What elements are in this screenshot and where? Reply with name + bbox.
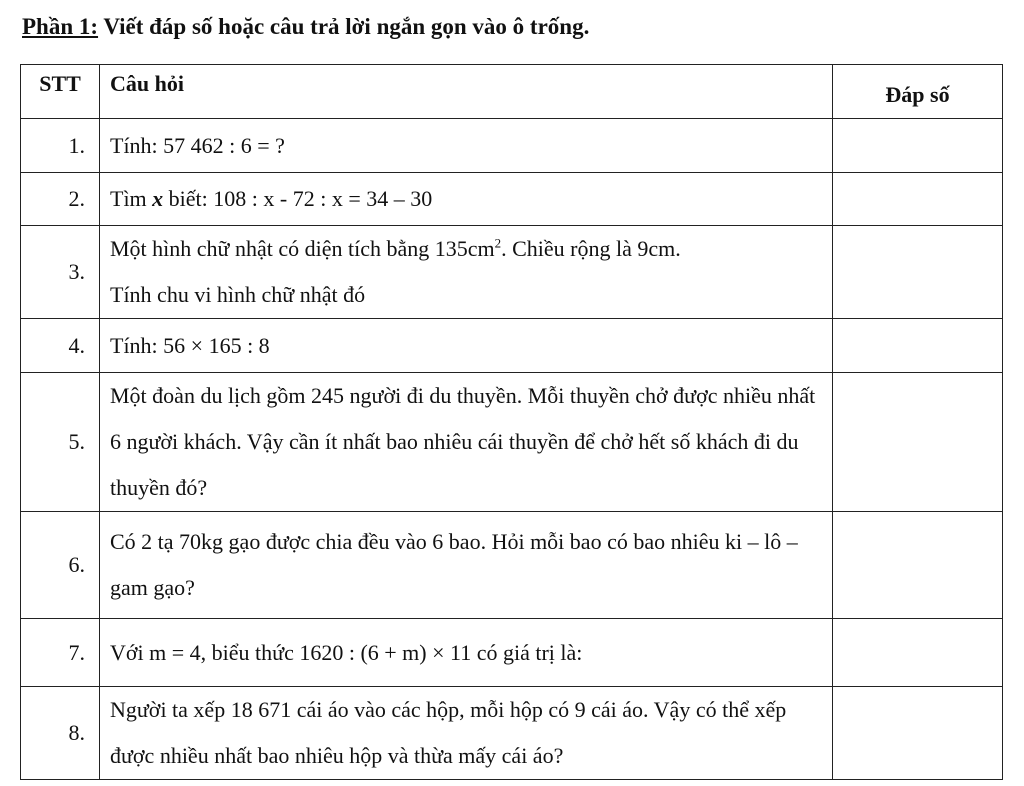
- table-row: [21, 226, 1003, 319]
- answer-cell[interactable]: [833, 373, 1003, 512]
- row-number: 7.: [21, 619, 100, 687]
- question-text: Tính: 56 × 165 : 8: [100, 319, 833, 373]
- section-part-label: Phần 1:: [22, 14, 99, 39]
- section-heading: [22, 14, 589, 40]
- row-number: 4.: [21, 319, 100, 373]
- question-variable: x: [152, 186, 164, 211]
- answer-cell[interactable]: [833, 119, 1003, 173]
- question-rest: biết: 108 : x - 72 : x = 34 – 30: [163, 186, 433, 211]
- header-question: Câu hỏi: [100, 65, 833, 119]
- answer-cell[interactable]: [833, 319, 1003, 373]
- table-header-row: [21, 65, 1003, 119]
- section-instruction: Viết đáp số hoặc câu trả lời ngắn gọn vào ô trống.: [98, 14, 590, 39]
- row-number: 6.: [21, 512, 100, 619]
- question-part-a: Một hình chữ nhật có diện tích bằng 135cm: [110, 236, 495, 261]
- question-line-2: Tính chu vi hình chữ nhật đó: [110, 282, 366, 307]
- answer-cell[interactable]: [833, 619, 1003, 687]
- table-row: [21, 119, 1003, 173]
- question-text: Tính: 57 462 : 6 = ?: [100, 119, 833, 173]
- table-row: [21, 619, 1003, 687]
- question-text: [100, 173, 833, 226]
- table-row: [21, 173, 1003, 226]
- answer-cell[interactable]: [833, 687, 1003, 780]
- question-text: Với m = 4, biểu thức 1620 : (6 + m) × 11 có giá trị là:: [100, 619, 833, 687]
- question-text: Người ta xếp 18 671 cái áo vào các hộp, mỗi hộp có 9 cái áo. Vậy có thể xếp được nhiều nhất bao nhiêu hộp và thừa mấy cái áo?: [100, 687, 833, 780]
- row-number: 3.: [21, 226, 100, 319]
- answer-cell[interactable]: [833, 512, 1003, 619]
- question-table: [20, 64, 1003, 780]
- table-row: [21, 319, 1003, 373]
- question-text: [100, 226, 833, 319]
- question-text: Có 2 tạ 70kg gạo được chia đều vào 6 bao. Hỏi mỗi bao có bao nhiêu ki – lô – gam gạo?: [100, 512, 833, 619]
- header-answer: Đáp số: [833, 65, 1003, 119]
- table-row: [21, 373, 1003, 512]
- row-number: 2.: [21, 173, 100, 226]
- table-row: [21, 687, 1003, 780]
- row-number: 5.: [21, 373, 100, 512]
- row-number: 1.: [21, 119, 100, 173]
- answer-cell[interactable]: [833, 173, 1003, 226]
- question-part-b: . Chiều rộng là 9cm.: [501, 236, 681, 261]
- question-text: Một đoàn du lịch gồm 245 người đi du thuyền. Mỗi thuyền chở được nhiều nhất 6 người khách. Vậy cần ít nhất bao nhiêu cái thuyền để chở hết số khách đi du thuyền đó?: [100, 373, 833, 512]
- question-prefix: Tìm: [110, 186, 153, 211]
- table-row: [21, 512, 1003, 619]
- row-number: 8.: [21, 687, 100, 780]
- question-superscript: 2: [494, 235, 502, 251]
- header-stt: STT: [21, 65, 100, 119]
- answer-cell[interactable]: [833, 226, 1003, 319]
